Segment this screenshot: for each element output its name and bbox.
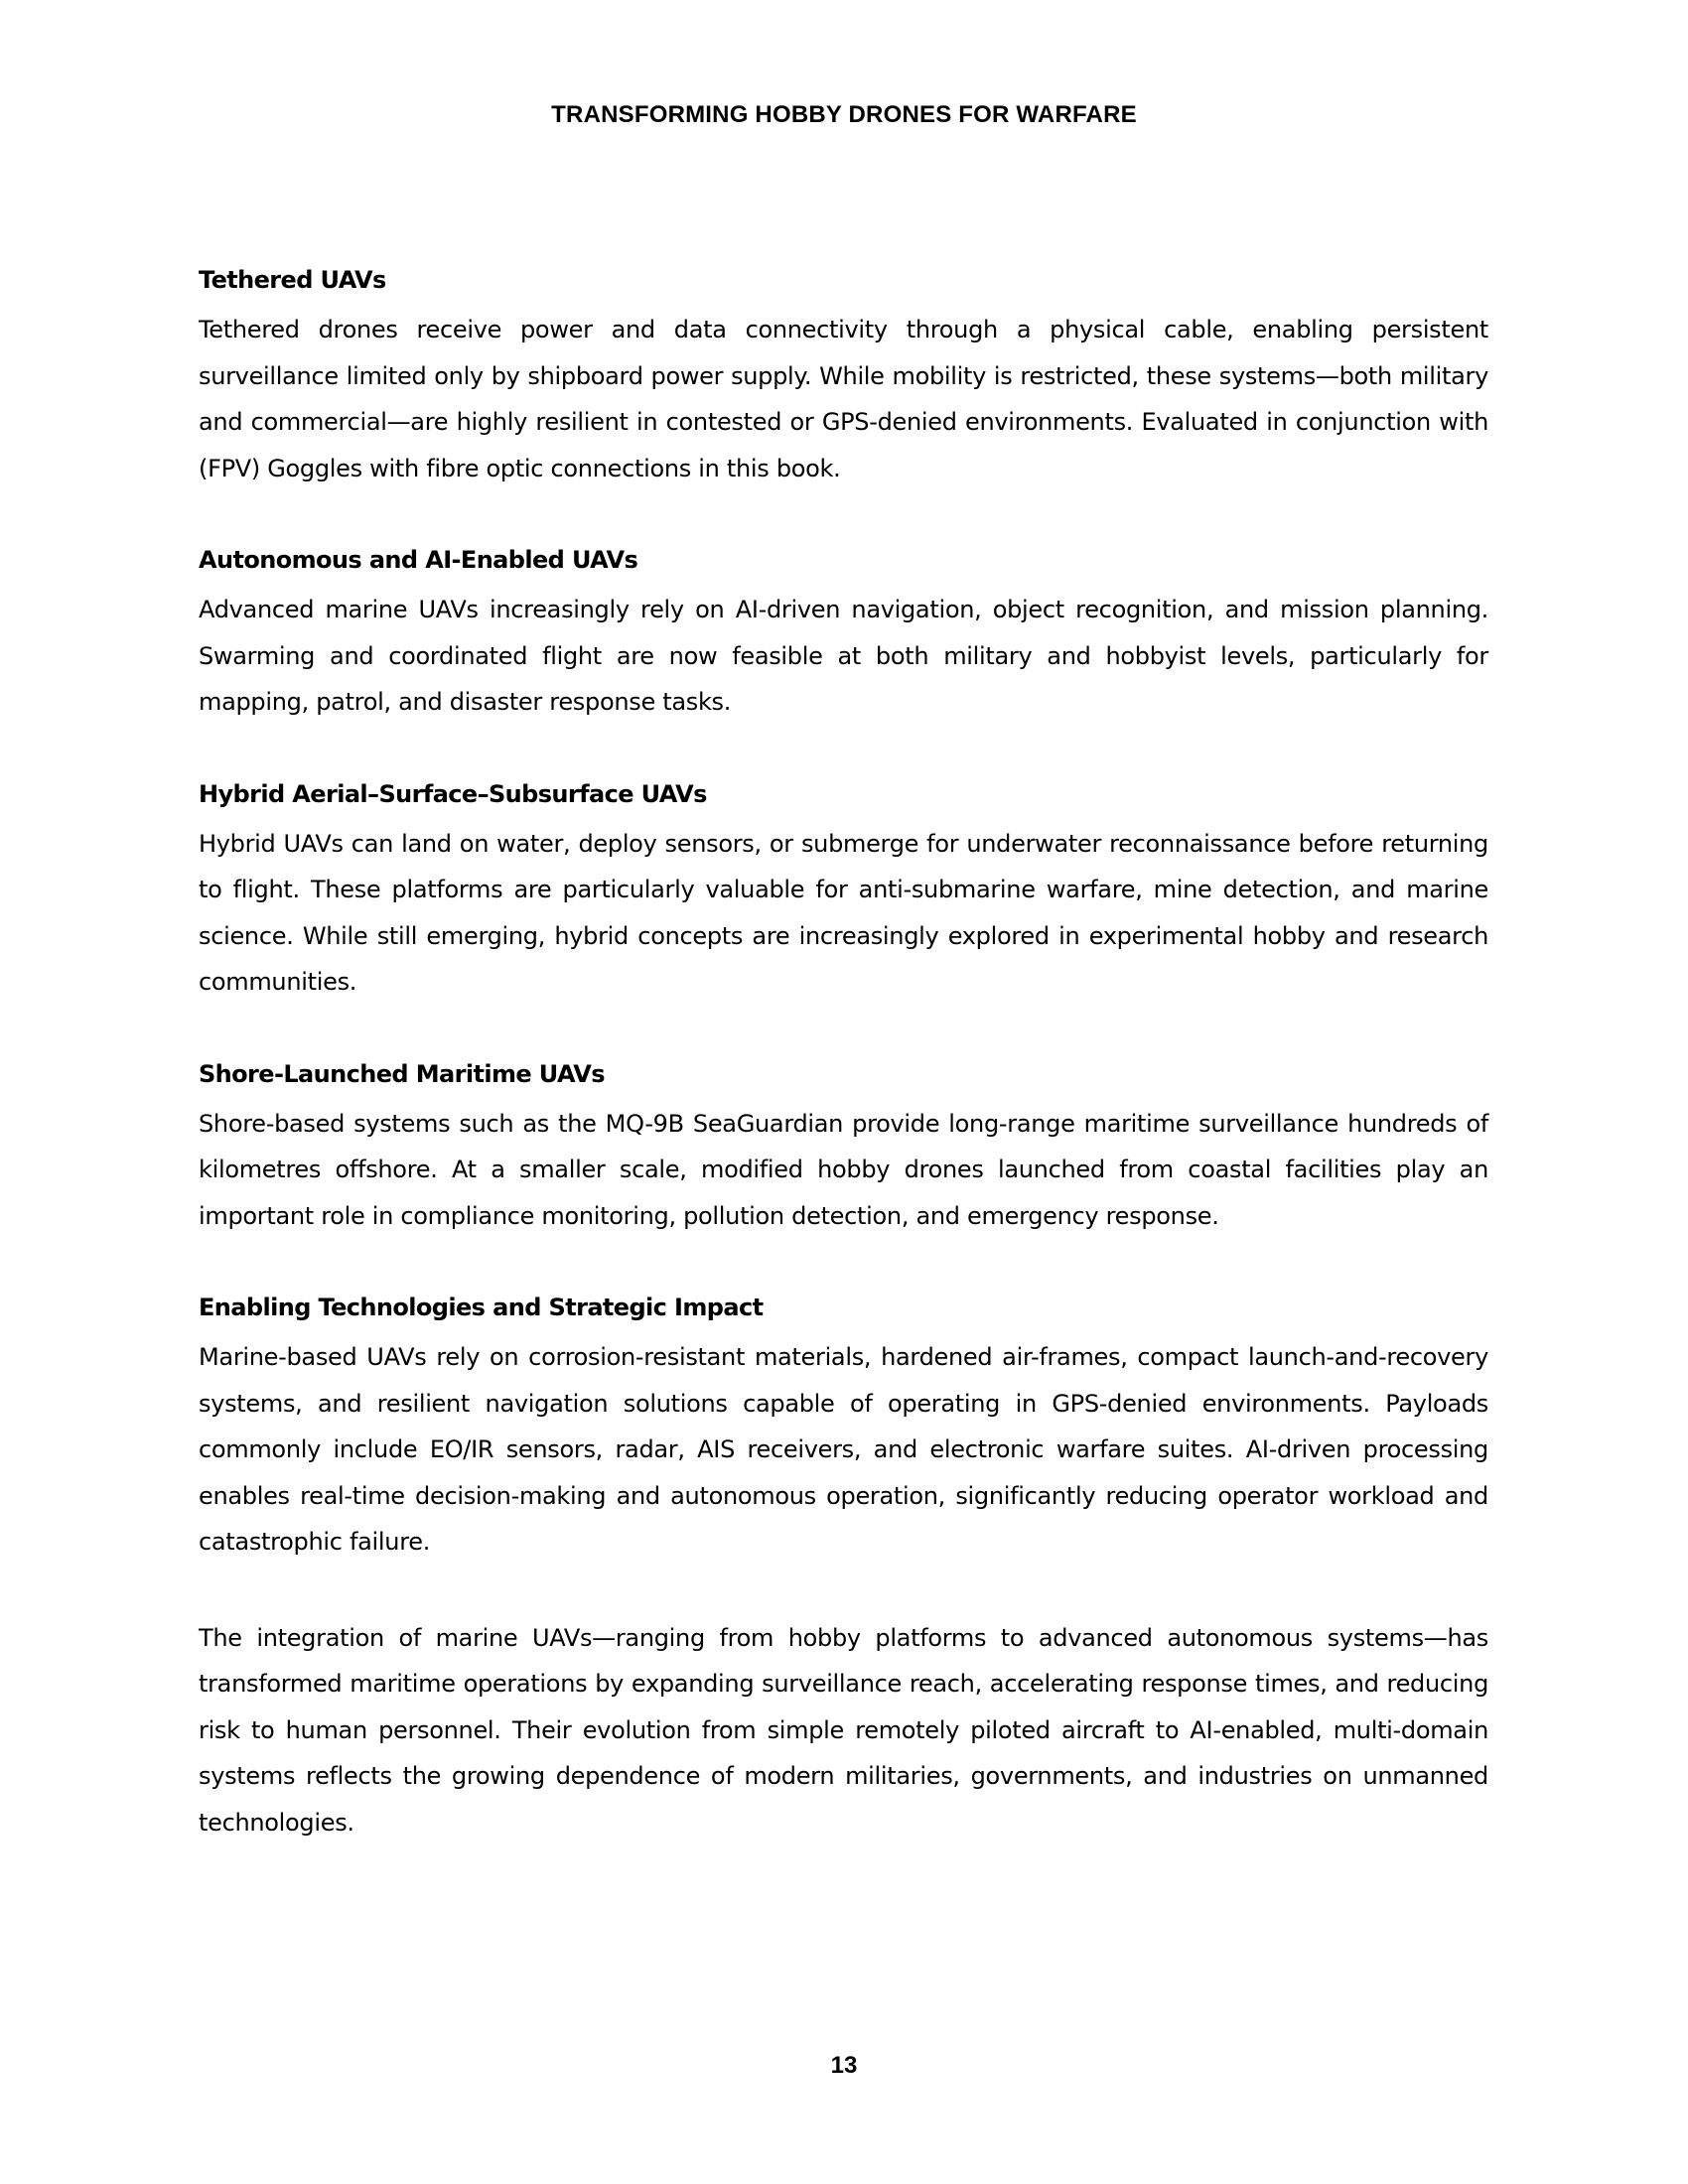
running-header: TRANSFORMING HOBBY DRONES FOR WARFARE [551, 101, 1137, 128]
section-body: Tethered drones receive power and data connectivity through a physical cable, enabling persistent surveillance limited only by shipboard power supply. While mobility is restricted, these systems—both military and commercial—are highly resilient in contested or GPS-denied environments. Evaluated in conjunction with (FPV) Goggles with fibre optic connections in this book. [199, 316, 1488, 482]
page-number: 13 [830, 2052, 858, 2079]
section-enabling-technologies [199, 1289, 1488, 1566]
section-hybrid-uavs [199, 775, 1488, 1006]
closing-paragraph-block [199, 1615, 1488, 1846]
section-body: Hybrid UAVs can land on water, deploy sensors, or submerge for underwater reconnaissance before returning to flight. These platforms are particularly valuable for anti-submarine warfare, mine detection, and marine science. While still emerging, hybrid concepts are increasingly explored in experimental hobby and research communities. [199, 829, 1488, 996]
section-heading: Tethered UAVs [199, 266, 386, 294]
section-heading: Hybrid Aerial–Surface–Subsurface UAVs [199, 779, 707, 808]
section-body: Marine-based UAVs rely on corrosion-resistant materials, hardened air-frames, compact launch-and-recovery systems, and resilient navigation solutions capable of operating in GPS-denied environments. Payloads commonly include EO/IR sensors, radar, AIS receivers, and electronic warfare suites. AI-driven processing enables real-time decision-making and autonomous operation, significantly reducing operator workload and catastrophic failure. [199, 1343, 1488, 1556]
section-body: Shore-based systems such as the MQ-9B SeaGuardian provide long-range maritime surveillance hundreds of kilometres offshore. At a smaller scale, modified hobby drones launched from coastal facilities play an important role in compliance monitoring, pollution detection, and emergency response. [199, 1109, 1488, 1230]
closing-paragraph: The integration of marine UAVs—ranging from hobby platforms to advanced autonomous systems—has transformed maritime operations by expanding surveillance reach, accelerating response times, and reducing risk to human personnel. Their evolution from simple remotely piloted aircraft to AI-enabled, multi-domain systems reflects the growing dependence of modern militaries, governments, and industries on unmanned technologies. [199, 1623, 1488, 1837]
section-tethered-uavs [199, 261, 1488, 491]
section-heading: Shore-Launched Maritime UAVs [199, 1059, 605, 1088]
section-autonomous-ai-uavs [199, 541, 1488, 726]
section-body: Advanced marine UAVs increasingly rely on AI-driven navigation, object recognition, and mission planning. Swarming and coordinated flight are now feasible at both military and hobbyist levels, particularly for mapping, patrol, and disaster response tasks. [199, 596, 1488, 716]
section-shore-launched-uavs [199, 1055, 1488, 1240]
section-heading: Enabling Technologies and Strategic Impact [199, 1294, 764, 1321]
section-heading: Autonomous and AI-Enabled UAVs [199, 546, 638, 574]
page-content [199, 261, 1488, 1845]
